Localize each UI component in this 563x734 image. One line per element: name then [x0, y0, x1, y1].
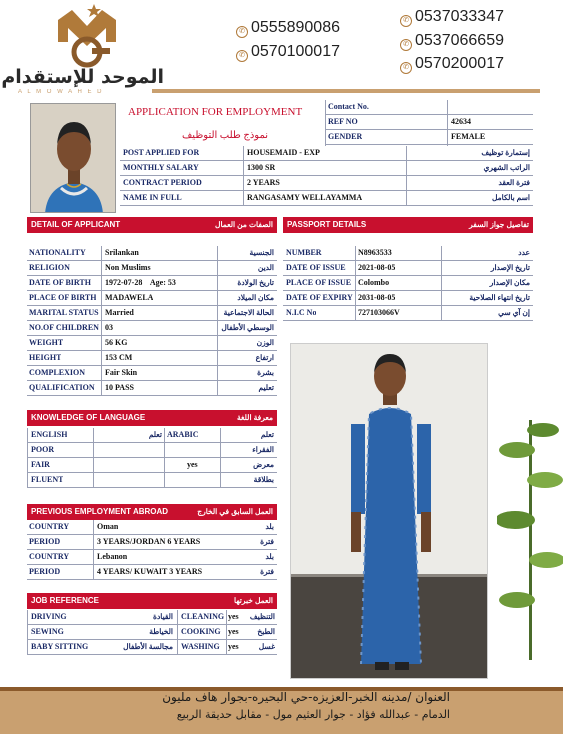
applicant-section-header: DETAIL OF APPLICANT الصفات من العمال: [27, 217, 277, 233]
ref-no-label: REF NO: [328, 117, 358, 126]
phone-icon: ✆: [400, 15, 412, 27]
salary-label: MONTHLY SALARY: [123, 163, 199, 172]
post-section: [120, 146, 533, 208]
gender-label: GENDER: [328, 132, 363, 141]
job-reference-table: DRIVING القيادة CLEANING yes التنظيف SEWING الخياطة COOKING yes الطبخ BABY SITTING مجالسة الأطفال WASHING yes غسل: [27, 610, 277, 657]
employment-table: COUNTRY Oman بلد PERIOD 3 YEARS/JORDAN 6 YEARS فترة COUNTRY Lebanon بلد PERIOD 4 YEARS/ KUWAIT 3 YEARS فترة: [27, 520, 277, 582]
form-title: APPLICATION FOR EMPLOYMENT: [128, 106, 303, 118]
phone-right-2[interactable]: ✆ 0537066659: [400, 32, 504, 50]
contract-label-arabic: فترة العقد: [498, 178, 530, 187]
top-info-box: [325, 100, 533, 146]
post-label-arabic: إستمارة توظيف: [481, 148, 530, 157]
post-value: HOUSEMAID - EXP: [247, 148, 320, 157]
plant-icon: [497, 360, 563, 660]
name-label-arabic: اسم بالكامل: [491, 193, 530, 202]
address-line-1: العنوان /مدينه الخبر-العزيزه-حي البحيره-بجوار هاف مليون: [162, 690, 450, 704]
applicant-portrait: [30, 103, 116, 213]
phone-right-3[interactable]: ✆ 0570200017: [400, 55, 504, 73]
employment-section-header: PREVIOUS EMPLOYMENT ABROAD العمل السابق في الخارج: [27, 504, 277, 520]
form-title-arabic: نموذج طلب التوظيف: [181, 130, 269, 141]
gender-value: FEMALE: [451, 132, 486, 141]
phone-icon: ✆: [236, 26, 248, 38]
plant-decoration: [497, 360, 563, 660]
applicant-full-photo: [290, 343, 488, 679]
contract-label: CONTRACT PERIOD: [123, 178, 202, 187]
phone-left-2[interactable]: ✆ 0570100017: [236, 43, 340, 61]
phone-left-1[interactable]: ✆ 0555890086: [236, 19, 340, 37]
brand-name: الموحد للإستقدام: [1, 66, 164, 88]
salary-label-arabic: الراتب الشهري: [483, 163, 530, 172]
phone-icon: ✆: [400, 39, 412, 51]
header-band: [152, 89, 540, 93]
language-table: ENGLISH تعلم ARABIC تعلم POOR الفقراء FAIR yes معرض FLUENT بطلاقة: [27, 428, 277, 490]
salary-value: 1300 SR: [247, 163, 276, 172]
post-label: POST APPLIED FOR: [123, 148, 200, 157]
ref-no-value: 42634: [451, 117, 471, 126]
language-section-header: KNOWLEDGE OF LANGUAGE معرفة اللغة: [27, 410, 277, 426]
phone-icon: ✆: [236, 50, 248, 62]
name-value: RANGASAMY WELLAYAMMA: [247, 193, 363, 202]
brand-tagline: A L M O W A H E D: [18, 89, 104, 95]
job-reference-section-header: JOB REFERENCE العمل خبرتها: [27, 593, 277, 609]
person-full-body-icon: [291, 344, 488, 679]
contract-value: 2 YEARS: [247, 178, 280, 187]
phone-right-1[interactable]: ✆ 0537033347: [400, 8, 504, 26]
person-portrait-icon: [31, 104, 116, 213]
passport-section-header: PASSPORT DETAILS تفاصيل جواز السفر: [283, 217, 533, 233]
logo-emblem-icon: [52, 2, 122, 68]
applicant-table: NATIONALITY Srilankan الجنسية RELIGION Non Muslims الدين DATE OF BIRTH 1972-07-28 Age: 53 تاريخ الولادة PLACE OF BIRTH MADAWELA مكان الميلاد MARITAL STATUS Married الحالة الاجتماعية NO.OF CHILDREN 03 الوسطي الأطفال WEIGHT 56 KG الوزن HEIGHT 153 CM ارتفاع COMPLEXION Fair Skin بشرة QUALIFICATION 10 PASS تعليم: [27, 246, 277, 398]
address-line-2: الدمام - عبدالله فؤاد - جوار العثيم مول - مقابل حديقة الربيع: [176, 708, 450, 721]
name-label: NAME IN FULL: [123, 193, 182, 202]
passport-table: NUMBER N8963533 عدد DATE OF ISSUE 2021-08-05 تاريخ الإصدار PLACE OF ISSUE Colombo مكان الإصدار DATE OF EXPIRY 2031-08-05 تاريخ انتهاء الصلاحية N.I.C No 727103066V إن آي سي: [283, 246, 533, 323]
contact-no-label: Contact No.: [328, 102, 369, 111]
company-logo: [52, 2, 122, 68]
phone-icon: ✆: [400, 62, 412, 74]
